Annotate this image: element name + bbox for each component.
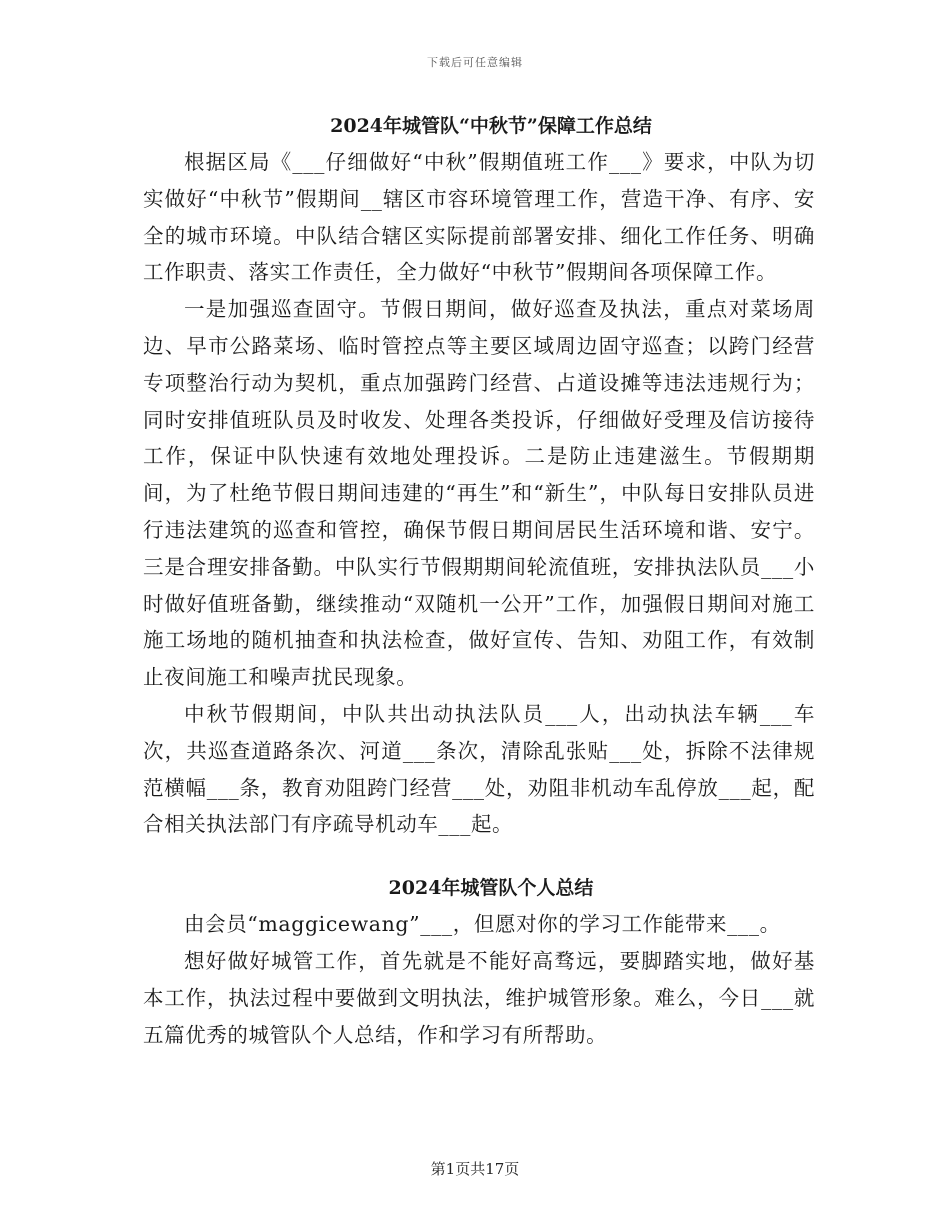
section2-paragraph-2: 想好做好城管工作，首先就是不能好高骛远，要脚踏实地，做好基本工作，执法过程中要做到文明执法，维护城管形象。难么，今日___就五篇优秀的城管队个人总结，作和学习有所帮助。 <box>143 948 815 1047</box>
section2-title: 2024年城管队个人总结 <box>388 877 594 900</box>
section1-paragraph-1: 根据区局《___仔细做好“中秋”假期值班工作___》要求，中队为切实做好“中秋节”假期间__辖区市容环境管理工作，营造干净、有序、安全的城市环境。中队结合辖区实际提前部署安排、细化工作任务、明确工作职责、落实工作责任，全力做好“中秋节”假期间各项保障工作。 <box>143 150 815 285</box>
section1-title: 2024年城管队“中秋节”保障工作总结 <box>330 115 652 137</box>
header-note: 下载后可任意编辑 <box>427 56 523 69</box>
section2-paragraph-1: 由会员“maggicewang”___，但愿对你的学习工作能带来___。 <box>184 912 781 937</box>
section1-paragraph-2: 一是加强巡查固守。节假日期间，做好巡查及执法，重点对菜场周边、早市公路菜场、临时管控点等主要区域周边固守巡查；以跨门经营专项整治行动为契机，重点加强跨门经营、占道设摊等违法违规行为；同时安排值班队员及时收发、处理各类投诉，仔细做好受理及信访接待工作，保证中队快速有效地处理投诉。二是防止违建滋生。节假期期间，为了杜绝节假日期间违建的“再生”和“新生”，中队每日安排队员进行违法建筑的巡查和管控，确保节假日期间居民生活环境和谐、安宁。三是合理安排备勤。中队实行节假期期间轮流值班，安排执法队员___小时做好值班备勤，继续推动“双随机一公开”工作，加强假日期间对施工施工场地的随机抽查和执法检查，做好宣传、告知、劝阻工作，有效制止夜间施工和噪声扰民现象。 <box>143 297 815 690</box>
document-body <box>143 108 815 1053</box>
section1-paragraph-3: 中秋节假期间，中队共出动执法队员___人，出动执法车辆___车次，共巡查道路条次、河道___条次，清除乱张贴___处，拆除不法律规范横幅___条，教育劝阻跨门经营___处，劝阻非机动车乱停放___起，配合相关执法部门有序疏导机动车___起。 <box>143 701 815 837</box>
page-footer: 第1页共17页 <box>430 1160 520 1178</box>
